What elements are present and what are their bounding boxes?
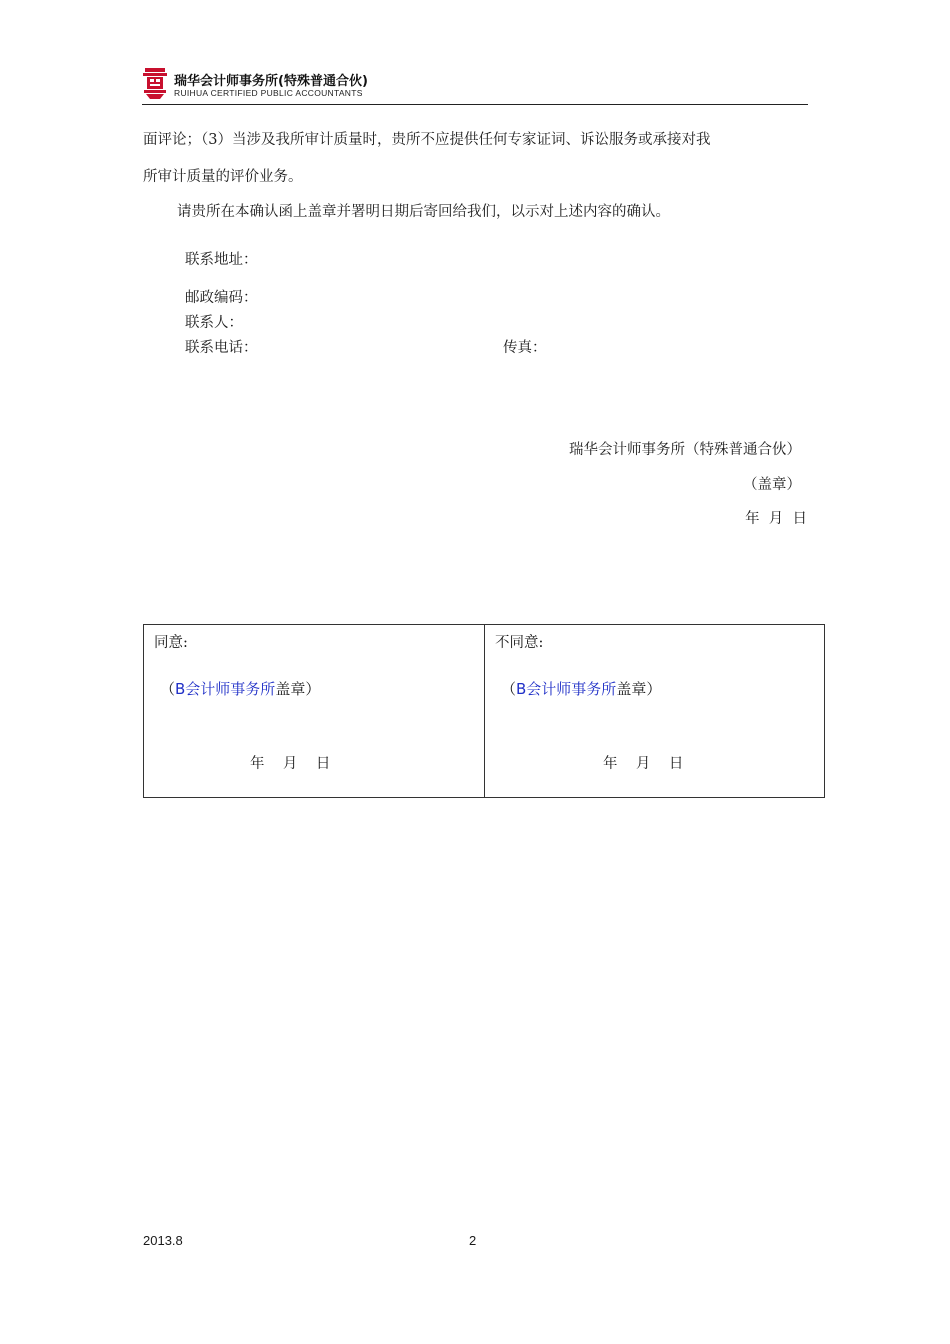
agree-cell: [144, 625, 485, 797]
signature-date: 年 月 日: [745, 511, 807, 527]
disagree-label: 不同意:: [495, 635, 544, 651]
contact-fax-label: 传真：: [503, 340, 547, 356]
stamp-open-paren: （: [501, 680, 517, 698]
paragraph-request: 请贵所在本确认函上盖章并署明日期后寄回给我们，以示对上述内容的确认。: [177, 204, 670, 220]
paragraph-line-1: 面评论；（3）当涉及我所审计质量时，贵所不应提供任何专家证词、诉讼服务或承接对我: [143, 132, 711, 148]
ruihua-logo-icon: [142, 66, 168, 100]
page-header: [142, 66, 808, 105]
signature-firm: 瑞华会计师事务所（特殊普通合伙）: [569, 442, 801, 458]
agree-label: 同意:: [154, 635, 188, 651]
stamp-firm-name: B会计师事务所: [175, 680, 276, 698]
agree-stamp-line: [160, 678, 320, 699]
contact-address-label: 联系地址：: [185, 252, 258, 268]
agree-date: 年 月 日: [250, 756, 331, 772]
stamp-open-paren: （: [160, 680, 176, 698]
disagree-stamp-line: [501, 678, 661, 699]
contact-person-label: 联系人：: [185, 315, 243, 331]
firm-name-cn: 瑞华会计师事务所(特殊普通合伙): [174, 74, 368, 89]
footer-date: 2013.8: [143, 1233, 183, 1248]
footer-page-number: 2: [469, 1233, 477, 1248]
confirmation-table: [143, 624, 825, 798]
stamp-close: 盖章）: [275, 680, 321, 698]
disagree-date: 年 月 日: [603, 756, 684, 772]
stamp-firm-name: B会计师事务所: [516, 680, 617, 698]
signature-seal: （盖章）: [743, 477, 801, 493]
paragraph-line-2: 所审计质量的评价业务。: [143, 169, 303, 185]
contact-phone-label: 联系电话：: [185, 340, 258, 356]
disagree-cell: [485, 625, 824, 797]
contact-postcode-label: 邮政编码：: [185, 290, 258, 306]
firm-name-en: RUIHUA CERTIFIED PUBLIC ACCOUNTANTS: [174, 88, 363, 98]
stamp-close: 盖章）: [616, 680, 662, 698]
